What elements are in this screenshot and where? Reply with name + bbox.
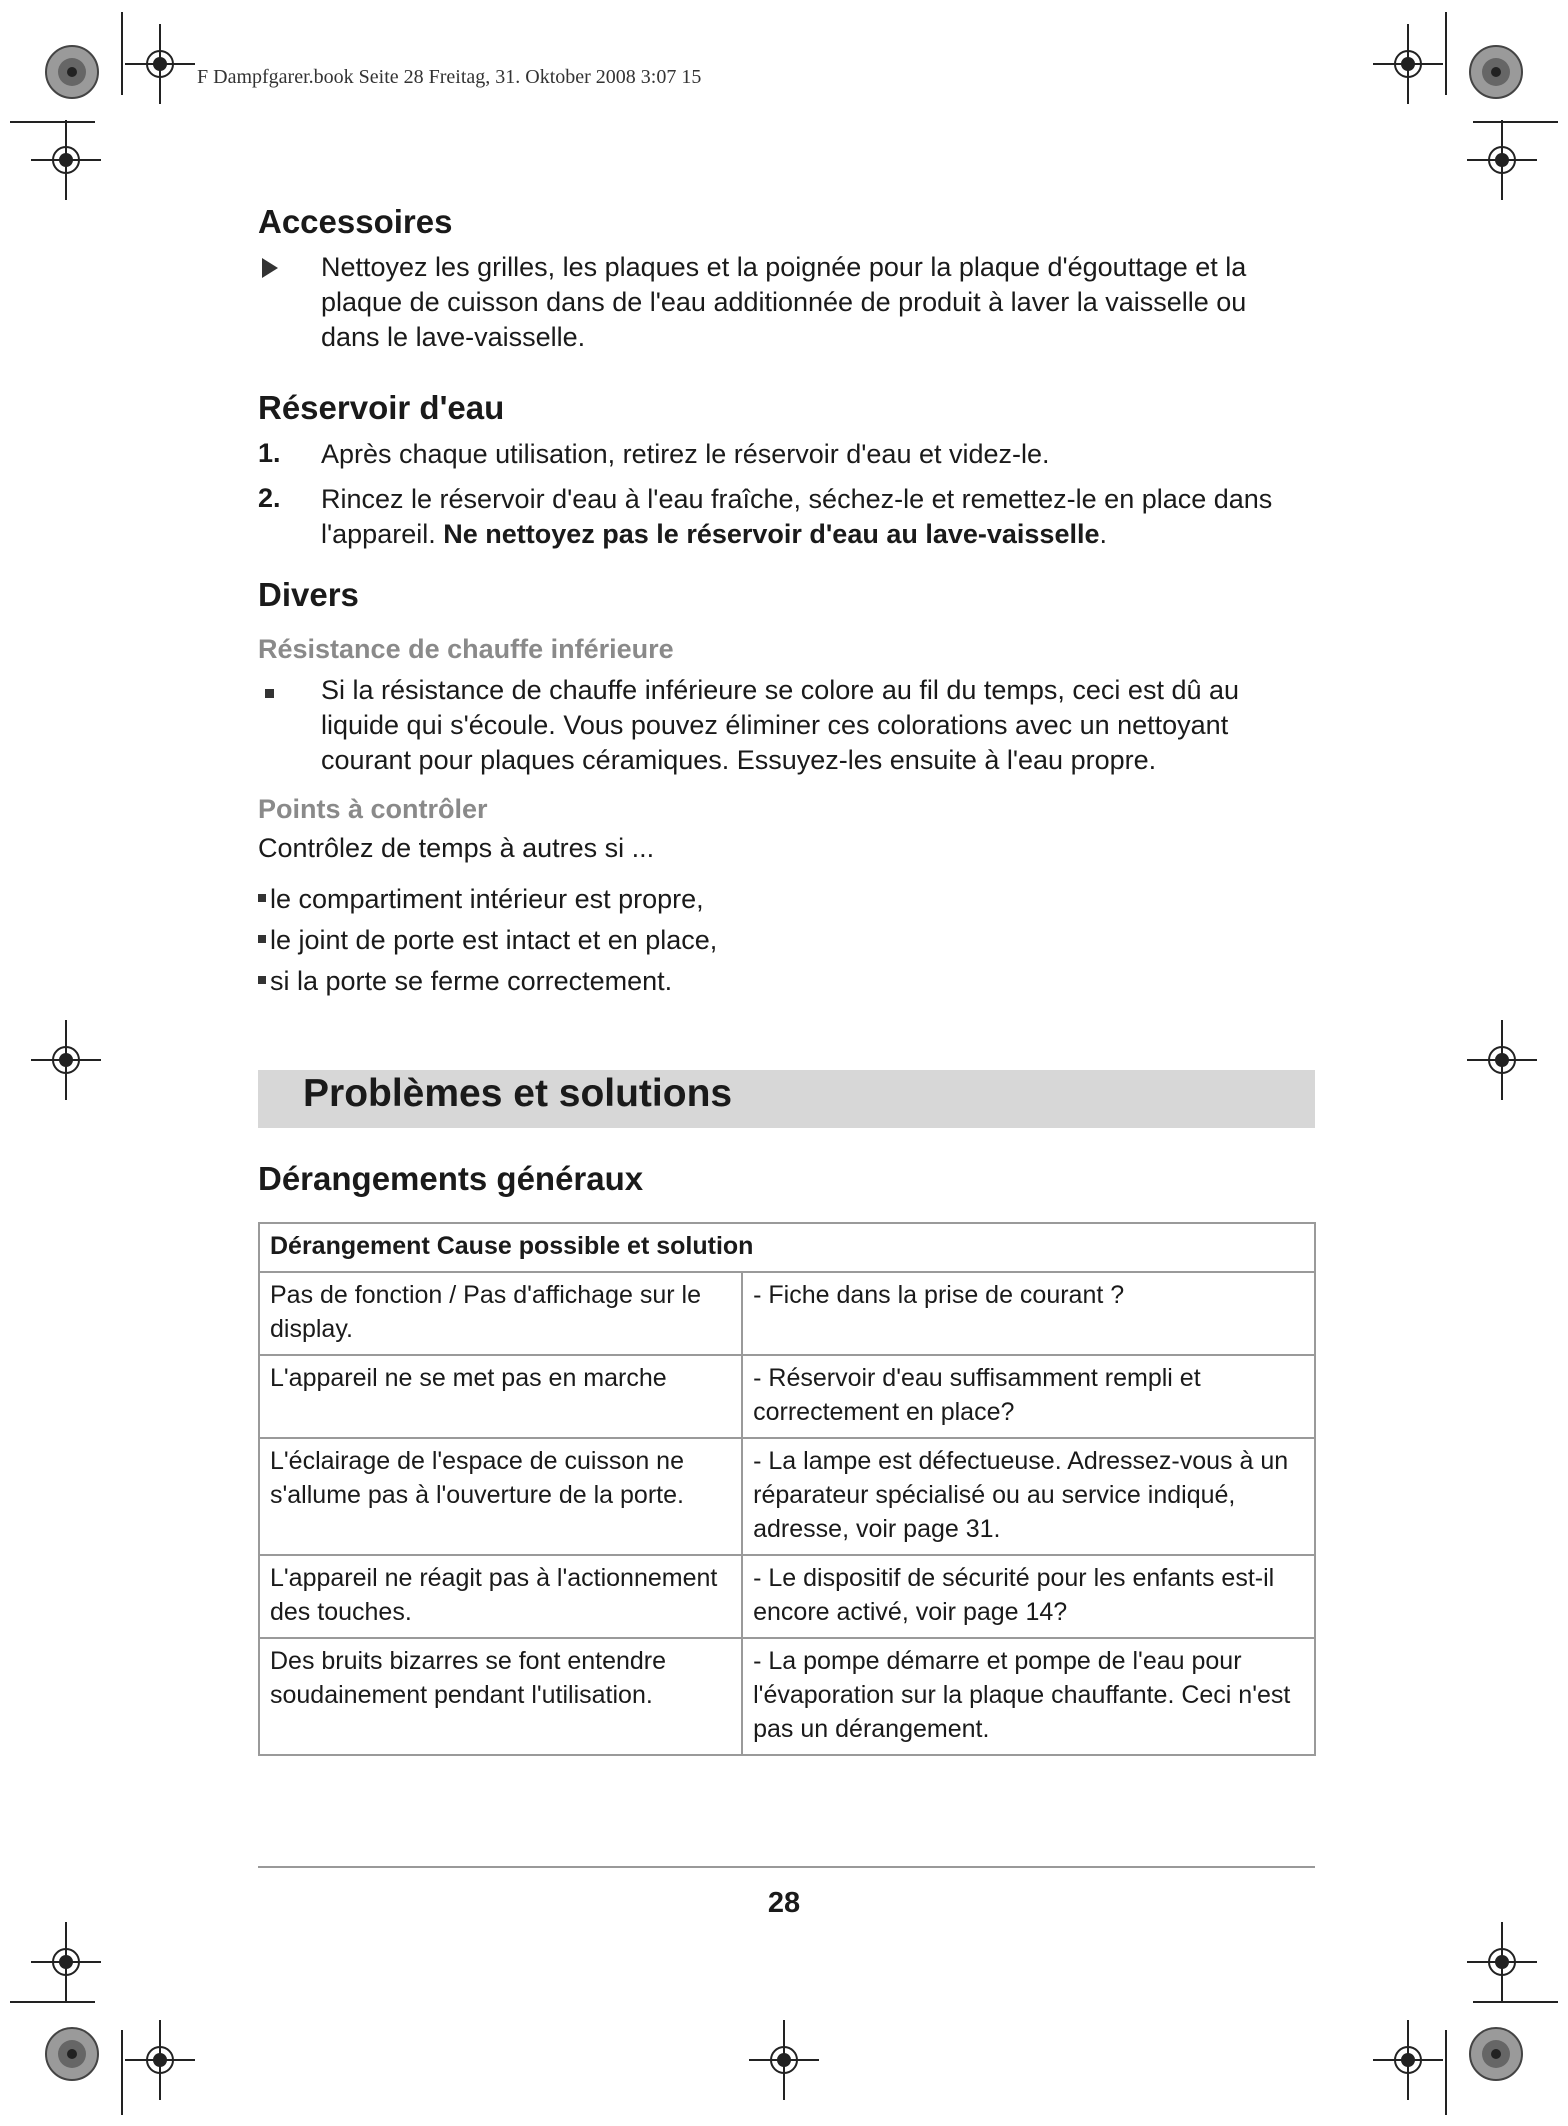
chapter-title: Problèmes et solutions	[303, 1072, 733, 1115]
subsection-title-resistance: Résistance de chauffe inférieure	[258, 634, 674, 664]
solution-cell: - Fiche dans la prise de courant ?	[742, 1272, 1315, 1355]
square-bullet-icon	[258, 976, 266, 984]
table-row	[259, 1272, 1315, 1355]
text-line: l'appareil. Ne nettoyez pas le réservoir d'eau au lave-vaisselle.	[321, 519, 1108, 549]
troubleshooting-table	[258, 1222, 1316, 1756]
text-line: plaque de cuisson dans de l'eau additionnée de produit à laver la vaisselle ou	[321, 287, 1247, 317]
problem-cell: Pas de fonction / Pas d'affichage sur le display.	[259, 1272, 742, 1355]
list-item: si la porte se ferme correctement.	[258, 964, 717, 999]
text-line: Rincez le réservoir d'eau à l'eau fraîche, séchez-le et remettez-le en place dans	[321, 484, 1273, 514]
points-intro: Contrôlez de temps à autres si ...	[258, 833, 655, 863]
subsection-title-points: Points à contrôler	[258, 794, 488, 824]
text-line: liquide qui s'écoule. Vous pouvez éliminer ces colorations avec un nettoyant	[321, 710, 1229, 740]
step-1-text: Après chaque utilisation, retirez le réservoir d'eau et videz-le.	[321, 439, 1050, 469]
problem-cell: L'éclairage de l'espace de cuisson ne s'allume pas à l'ouverture de la porte.	[259, 1438, 742, 1555]
page-number: 28	[767, 1887, 801, 1919]
solution-cell: - La lampe est défectueuse. Adressez-vous à un réparateur spécialisé ou au service indiqué, adresse, voir page 31.	[742, 1438, 1315, 1555]
step-number: 2.	[258, 483, 281, 513]
table-row	[259, 1555, 1315, 1638]
points-list	[258, 882, 717, 999]
section-title-derangements: Dérangements généraux	[258, 1160, 644, 1197]
footer-rule	[258, 1866, 1315, 1868]
problem-cell: Des bruits bizarres se font entendre soudainement pendant l'utilisation.	[259, 1638, 742, 1755]
table-header-row	[259, 1223, 1315, 1272]
text-line: Nettoyez les grilles, les plaques et la poignée pour la plaque d'égouttage et la	[321, 252, 1247, 282]
square-bullet-icon	[265, 689, 274, 698]
square-bullet-icon	[258, 894, 266, 902]
solution-cell: - La pompe démarre et pompe de l'eau pour l'évaporation sur la plaque chauffante. Ceci n'est pas un dérangement.	[742, 1638, 1315, 1755]
problem-cell: L'appareil ne se met pas en marche	[259, 1355, 742, 1438]
table-row	[259, 1438, 1315, 1555]
print-header: F Dampfgarer.book Seite 28 Freitag, 31. Oktober 2008 3:07 15	[197, 66, 702, 88]
section-title-accessoires: Accessoires	[258, 203, 453, 240]
text-line: dans le lave-vaisselle.	[321, 322, 586, 352]
text-line: Si la résistance de chauffe inférieure se colore au fil du temps, ceci est dû au	[321, 675, 1240, 705]
step-number: 1.	[258, 438, 281, 468]
section-title-reservoir: Réservoir d'eau	[258, 389, 505, 426]
warning-text: Ne nettoyez pas le réservoir d'eau au lave-vaisselle	[443, 519, 1100, 549]
problem-cell: L'appareil ne réagit pas à l'actionnement des touches.	[259, 1555, 742, 1638]
table-row	[259, 1638, 1315, 1755]
list-item: le joint de porte est intact et en place,	[258, 923, 717, 958]
list-item: le compartiment intérieur est propre,	[258, 882, 717, 917]
accessoires-text	[321, 250, 1246, 355]
step-2-text	[321, 482, 1272, 552]
square-bullet-icon	[258, 935, 266, 943]
table-header: Dérangement Cause possible et solution	[259, 1223, 1315, 1272]
solution-cell: - Réservoir d'eau suffisamment rempli et correctement en place?	[742, 1355, 1315, 1438]
resistance-text	[321, 673, 1239, 778]
table-row	[259, 1355, 1315, 1438]
solution-cell: - Le dispositif de sécurité pour les enfants est-il encore activé, voir page 14?	[742, 1555, 1315, 1638]
arrow-bullet-icon	[262, 258, 278, 278]
text-line: courant pour plaques céramiques. Essuyez-les ensuite à l'eau propre.	[321, 745, 1157, 775]
section-title-divers: Divers	[258, 576, 359, 613]
